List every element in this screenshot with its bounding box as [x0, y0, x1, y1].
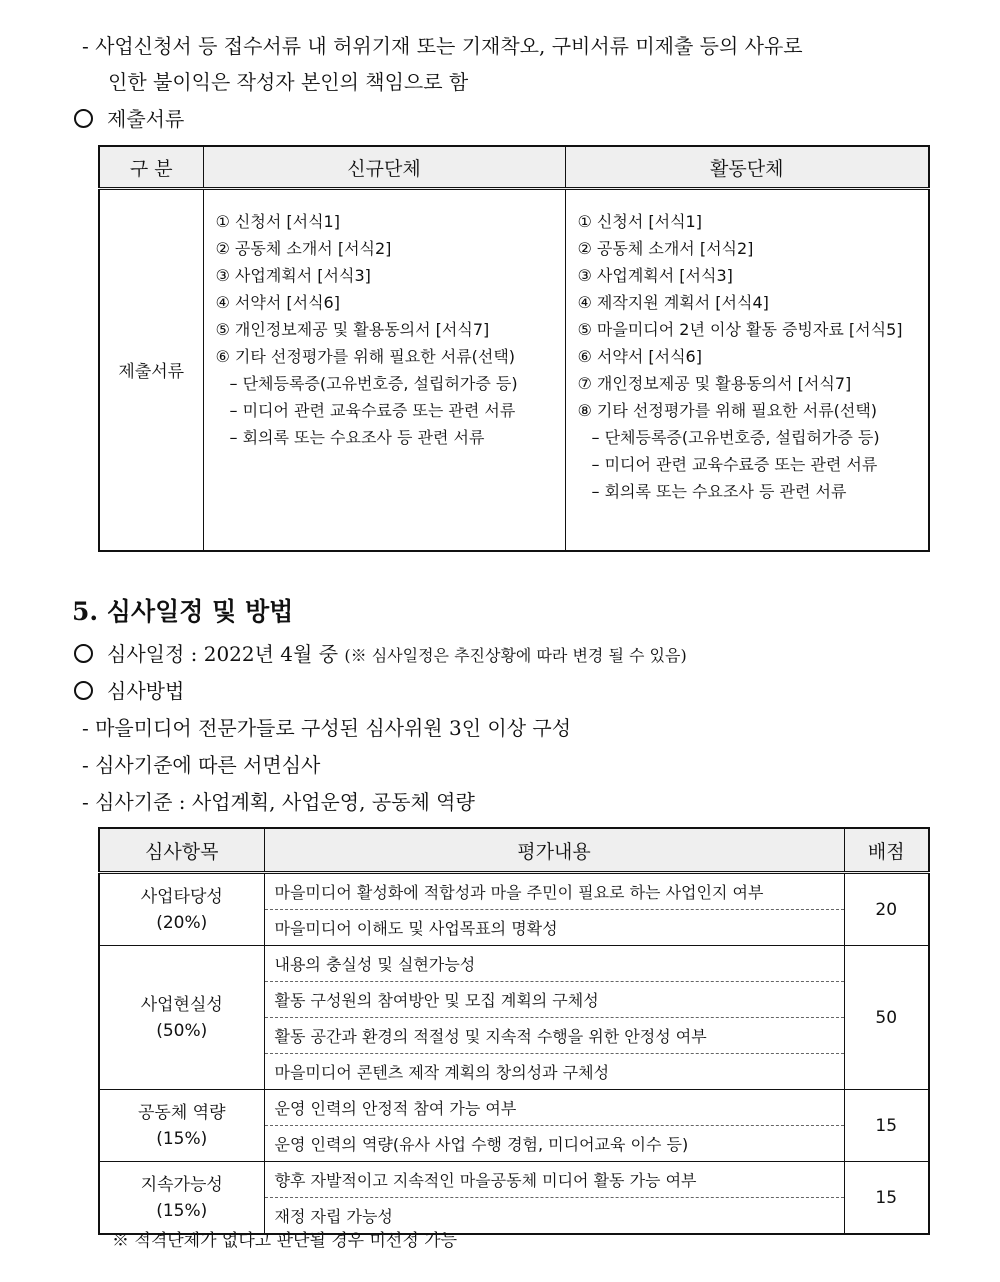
method-bullet-3: - 심사기준 : 사업계획, 사업운영, 공동체 역량: [82, 790, 475, 814]
header-new-group: 신규단체: [203, 146, 565, 189]
evaluation-rows: [99, 873, 929, 1235]
doc-item: ② 공동체 소개서 [서식2]: [577, 239, 754, 258]
criterion-text: 마을미디어 콘텐츠 제작 계획의 창의성과 구체성: [264, 1054, 844, 1090]
doc-item: ① 신청서 [서식1]: [577, 212, 702, 231]
criteria-score: 15: [844, 1090, 929, 1162]
criterion-text: 향후 자발적이고 지속적인 마을공동체 미디어 활동 가능 여부: [264, 1162, 844, 1198]
category-weight: (15%): [156, 1200, 208, 1221]
active-group-docs: [565, 189, 929, 551]
doc-item: ④ 서약서 [서식6]: [215, 293, 340, 312]
criteria-score: 50: [844, 946, 929, 1090]
doc-sub-item: – 단체등록증(고유번호증, 설립허가증 등): [229, 374, 518, 393]
schedule-note: (※ 심사일정은 추진상황에 따라 변경 될 수 있음): [344, 646, 687, 665]
criterion-text: 재정 자립 가능성: [264, 1198, 844, 1235]
criteria-category: [99, 1162, 264, 1235]
circle-bullet-icon: [74, 109, 93, 128]
intro-line-1: - 사업신청서 등 접수서류 내 허위기재 또는 기재착오, 구비서류 미제출 등의 사유로: [82, 34, 803, 58]
doc-sub-item: – 미디어 관련 교육수료증 또는 관련 서류: [591, 455, 878, 474]
schedule-line: [74, 638, 687, 667]
circle-bullet-icon: [74, 681, 93, 700]
footnote: ※ 적격단체가 없다고 판단될 경우 미선정 가능: [112, 1231, 458, 1251]
doc-item: ⑧ 기타 선정평가를 위해 필요한 서류(선택): [577, 401, 878, 420]
header-item: 심사항목: [99, 828, 264, 873]
section-title: 5. 심사일정 및 방법: [72, 597, 294, 626]
category-weight: (15%): [156, 1128, 208, 1149]
criteria-category: [99, 946, 264, 1090]
doc-item: ③ 사업계획서 [서식3]: [577, 266, 733, 285]
header-score: 배점: [844, 828, 929, 873]
row-label: 제출서류: [99, 189, 203, 551]
evaluation-criteria-table: [98, 827, 930, 1235]
header-category: 구 분: [99, 146, 203, 189]
table-row: [99, 1090, 929, 1126]
method-heading-label: 심사방법: [107, 679, 185, 703]
criteria-category: [99, 1090, 264, 1162]
criterion-text: 운영 인력의 역량(유사 사업 수행 경험, 미디어교육 이수 등): [264, 1126, 844, 1162]
criterion-text: 활동 공간과 환경의 적절성 및 지속적 수행을 위한 안정성 여부: [264, 1018, 844, 1054]
doc-item: ⑦ 개인정보제공 및 활용동의서 [서식7]: [577, 374, 852, 393]
schedule-main: 심사일정 : 2022년 4월 중: [107, 642, 339, 666]
method-bullet-2: - 심사기준에 따른 서면심사: [82, 753, 321, 777]
doc-item: ② 공동체 소개서 [서식2]: [215, 239, 392, 258]
criteria-score: 20: [844, 873, 929, 946]
doc-item: ① 신청서 [서식1]: [215, 212, 340, 231]
criterion-text: 마을미디어 활성화에 적합성과 마을 주민이 필요로 하는 사업인지 여부: [264, 873, 844, 910]
new-group-docs: [203, 189, 565, 551]
category-name: 사업타당성: [140, 886, 223, 907]
table-row: [99, 946, 929, 982]
category-weight: (50%): [156, 1020, 208, 1041]
doc-sub-item: – 회의록 또는 수요조사 등 관련 서류: [229, 428, 485, 447]
category-name: 사업현실성: [140, 994, 223, 1015]
criteria-category: [99, 873, 264, 946]
criterion-text: 활동 구성원의 참여방안 및 모집 계획의 구체성: [264, 982, 844, 1018]
method-heading: [74, 675, 184, 704]
criterion-text: 내용의 충실성 및 실현가능성: [264, 946, 844, 982]
docs-heading-label: 제출서류: [107, 107, 185, 131]
doc-item: ③ 사업계획서 [서식3]: [215, 266, 371, 285]
header-active-group: 활동단체: [565, 146, 929, 189]
doc-item: ⑤ 마을미디어 2년 이상 활동 증빙자료 [서식5]: [577, 320, 903, 339]
category-name: 지속가능성: [140, 1174, 223, 1195]
intro-line-2: 인한 불이익은 작성자 본인의 책임으로 함: [108, 70, 469, 94]
doc-item: ⑥ 기타 선정평가를 위해 필요한 서류(선택): [215, 347, 516, 366]
header-content: 평가내용: [264, 828, 844, 873]
criterion-text: 운영 인력의 안정적 참여 가능 여부: [264, 1090, 844, 1126]
doc-item: ⑥ 서약서 [서식6]: [577, 347, 702, 366]
category-weight: (20%): [156, 912, 208, 933]
docs-heading: [74, 103, 184, 132]
category-name: 공동체 역량: [137, 1102, 226, 1123]
doc-sub-item: – 회의록 또는 수요조사 등 관련 서류: [591, 482, 847, 501]
doc-item: ⑤ 개인정보제공 및 활용동의서 [서식7]: [215, 320, 490, 339]
doc-item: ④ 제작지원 계획서 [서식4]: [577, 293, 769, 312]
method-bullet-1: - 마을미디어 전문가들로 구성된 심사위원 3인 이상 구성: [82, 716, 572, 740]
table-row: [99, 1162, 929, 1198]
criterion-text: 마을미디어 이해도 및 사업목표의 명확성: [264, 910, 844, 946]
criteria-score: 15: [844, 1162, 929, 1235]
table-row: [99, 873, 929, 910]
circle-bullet-icon: [74, 644, 93, 663]
doc-sub-item: – 미디어 관련 교육수료증 또는 관련 서류: [229, 401, 516, 420]
submission-docs-table: [98, 145, 930, 552]
doc-sub-item: – 단체등록증(고유번호증, 설립허가증 등): [591, 428, 880, 447]
